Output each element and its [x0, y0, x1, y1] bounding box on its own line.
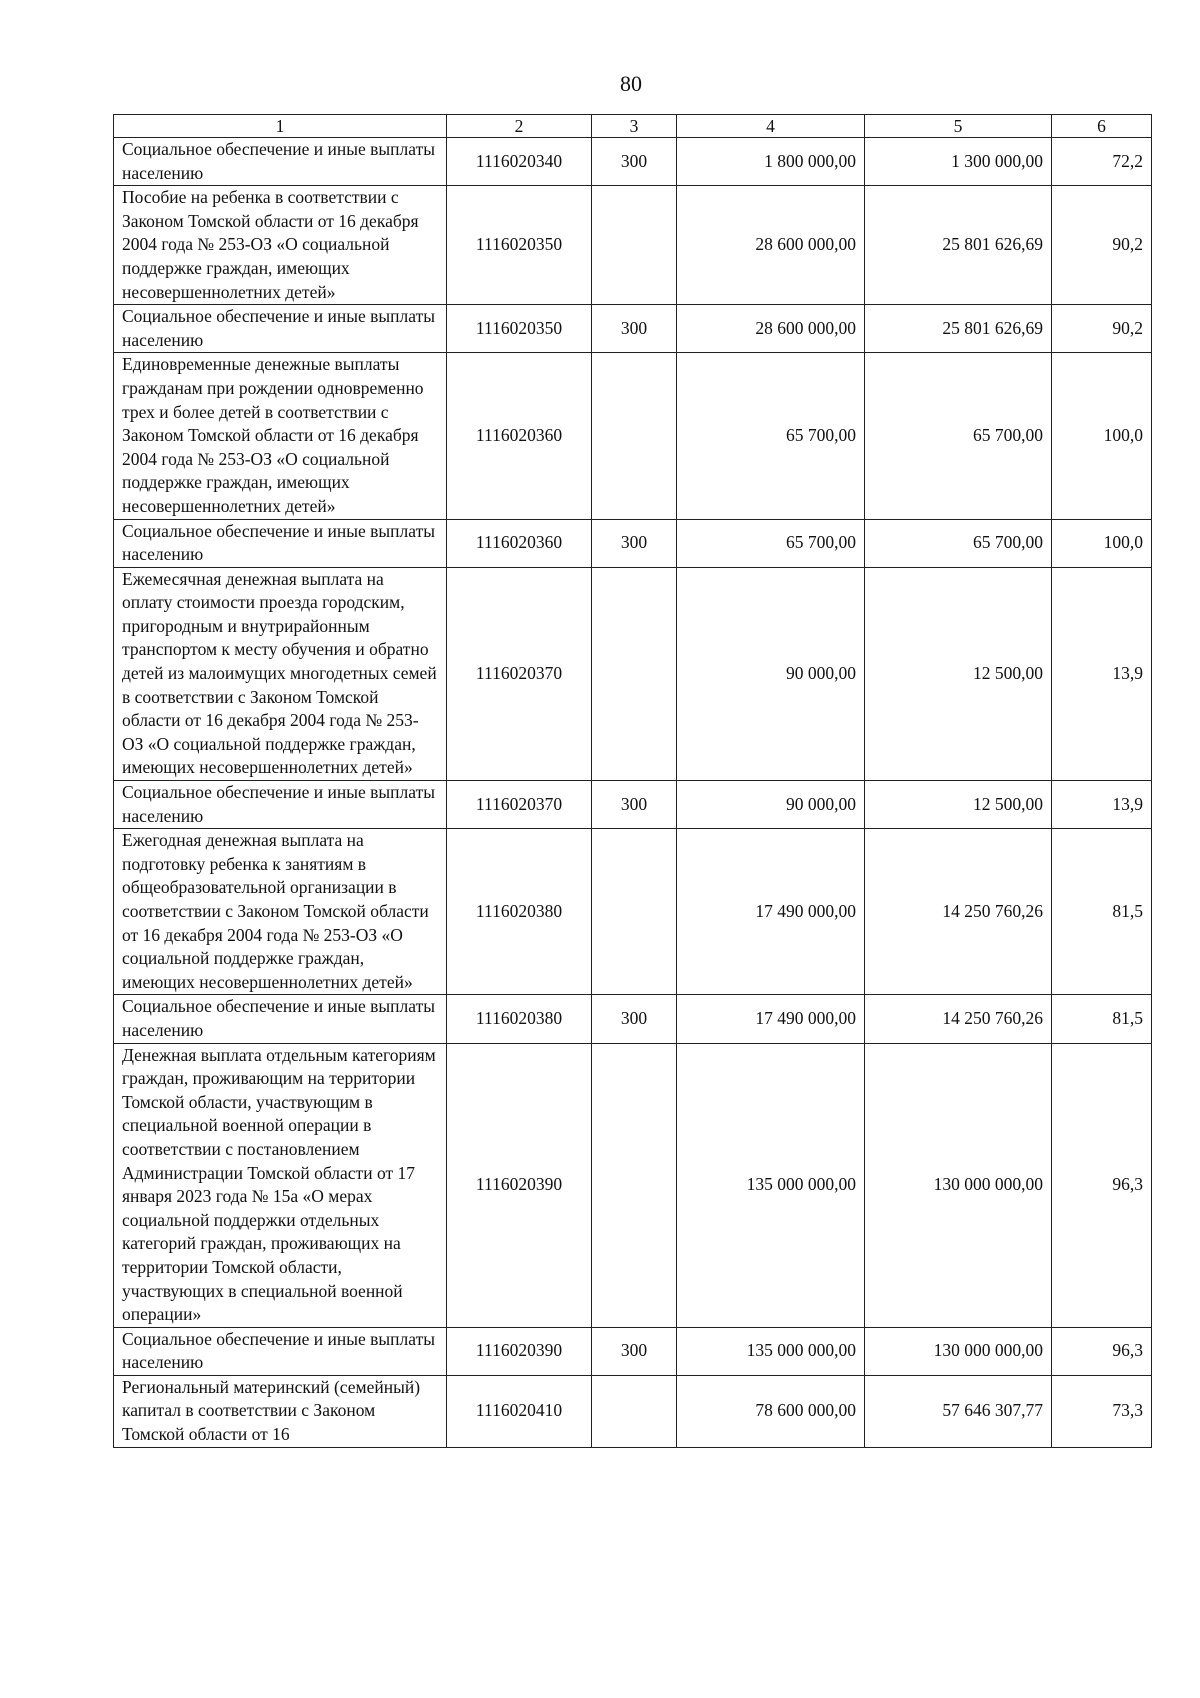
row-name-cell: Социальное обеспечение и иные выплаты населению — [114, 995, 447, 1043]
row-percent-cell: 73,3 — [1052, 1375, 1152, 1447]
row-name-cell: Ежемесячная денежная выплата на оплату стоимости проезда городским, пригородным и внутрирайонным транспортом к месту обучения и обратно детей из малоимущих многодетных семей в соответствии с Законом Томской области от 16 декабря 2004 года № 253-ОЗ «О социальной поддержке граждан, имеющих несовершеннолетних детей» — [114, 567, 447, 780]
row-name-cell: Социальное обеспечение и иные выплаты населению — [114, 519, 447, 567]
table-row — [114, 1043, 1152, 1327]
row-plan-cell: 17 490 000,00 — [677, 995, 865, 1043]
row-fact-cell: 25 801 626,69 — [865, 186, 1052, 305]
table-row — [114, 138, 1152, 186]
row-code-cell: 1116020380 — [447, 995, 592, 1043]
row-plan-cell: 17 490 000,00 — [677, 829, 865, 995]
row-code-cell: 1116020390 — [447, 1043, 592, 1327]
row-percent-cell: 72,2 — [1052, 138, 1152, 186]
column-header: 1 — [114, 115, 447, 138]
row-code-cell: 1116020350 — [447, 186, 592, 305]
row-type-cell: 300 — [592, 995, 677, 1043]
table-row — [114, 781, 1152, 829]
row-plan-cell: 28 600 000,00 — [677, 186, 865, 305]
table-row — [114, 305, 1152, 353]
row-type-cell: 300 — [592, 1327, 677, 1375]
row-percent-cell: 81,5 — [1052, 829, 1152, 995]
row-plan-cell: 28 600 000,00 — [677, 305, 865, 353]
column-header: 6 — [1052, 115, 1152, 138]
row-type-cell: 300 — [592, 781, 677, 829]
row-type-cell — [592, 353, 677, 519]
row-code-cell: 1116020390 — [447, 1327, 592, 1375]
row-type-cell: 300 — [592, 305, 677, 353]
row-plan-cell: 78 600 000,00 — [677, 1375, 865, 1447]
row-type-cell — [592, 1375, 677, 1447]
row-name-cell: Социальное обеспечение и иные выплаты населению — [114, 138, 447, 186]
row-name-cell: Региональный материнский (семейный) капитал в соответствии с Законом Томской области от 16 — [114, 1375, 447, 1447]
row-fact-cell: 14 250 760,26 — [865, 995, 1052, 1043]
row-type-cell — [592, 186, 677, 305]
row-plan-cell: 135 000 000,00 — [677, 1043, 865, 1327]
row-type-cell — [592, 1043, 677, 1327]
row-plan-cell: 90 000,00 — [677, 567, 865, 780]
table-row — [114, 995, 1152, 1043]
row-type-cell: 300 — [592, 138, 677, 186]
row-code-cell: 1116020370 — [447, 567, 592, 780]
budget-table — [113, 114, 1152, 1448]
row-percent-cell: 90,2 — [1052, 305, 1152, 353]
row-plan-cell: 65 700,00 — [677, 519, 865, 567]
row-code-cell: 1116020350 — [447, 305, 592, 353]
row-percent-cell: 100,0 — [1052, 353, 1152, 519]
row-fact-cell: 130 000 000,00 — [865, 1327, 1052, 1375]
row-percent-cell: 90,2 — [1052, 186, 1152, 305]
row-fact-cell: 1 300 000,00 — [865, 138, 1052, 186]
row-fact-cell: 12 500,00 — [865, 567, 1052, 780]
row-plan-cell: 1 800 000,00 — [677, 138, 865, 186]
row-code-cell: 1116020360 — [447, 353, 592, 519]
row-fact-cell: 57 646 307,77 — [865, 1375, 1052, 1447]
row-fact-cell: 12 500,00 — [865, 781, 1052, 829]
row-type-cell — [592, 829, 677, 995]
table-row — [114, 519, 1152, 567]
row-percent-cell: 96,3 — [1052, 1327, 1152, 1375]
table-row — [114, 567, 1152, 780]
row-fact-cell: 65 700,00 — [865, 519, 1052, 567]
row-percent-cell: 13,9 — [1052, 567, 1152, 780]
table-row — [114, 1375, 1152, 1447]
row-name-cell: Единовременные денежные выплаты гражданам при рождении одновременно трех и более детей в соответствии с Законом Томской области от 16 декабря 2004 года № 253-ОЗ «О социальной поддержке граждан, имеющих несовершеннолетних детей» — [114, 353, 447, 519]
row-type-cell: 300 — [592, 519, 677, 567]
row-code-cell: 1116020380 — [447, 829, 592, 995]
row-percent-cell: 13,9 — [1052, 781, 1152, 829]
row-fact-cell: 130 000 000,00 — [865, 1043, 1052, 1327]
row-code-cell: 1116020410 — [447, 1375, 592, 1447]
row-name-cell: Социальное обеспечение и иные выплаты населению — [114, 781, 447, 829]
row-name-cell: Денежная выплата отдельным категориям граждан, проживающим на территории Томской области, участвующим в специальной военной операции в соответствии с постановлением Администрации Томской области от 17 января 2023 года № 15а «О мерах социальной поддержки отдельных категорий граждан, проживающих на территории Томской области, участвующих в специальной военной операции» — [114, 1043, 447, 1327]
table-row — [114, 829, 1152, 995]
table-header-row — [114, 115, 1152, 138]
table-row — [114, 186, 1152, 305]
row-plan-cell: 65 700,00 — [677, 353, 865, 519]
row-plan-cell: 90 000,00 — [677, 781, 865, 829]
row-name-cell: Ежегодная денежная выплата на подготовку ребенка к занятиям в общеобразовательной организации в соответствии с Законом Томской области от 16 декабря 2004 года № 253-ОЗ «О социальной поддержке граждан, имеющих несовершеннолетних детей» — [114, 829, 447, 995]
row-code-cell: 1116020340 — [447, 138, 592, 186]
row-name-cell: Социальное обеспечение и иные выплаты населению — [114, 305, 447, 353]
row-plan-cell: 135 000 000,00 — [677, 1327, 865, 1375]
row-code-cell: 1116020370 — [447, 781, 592, 829]
row-fact-cell: 25 801 626,69 — [865, 305, 1052, 353]
row-type-cell — [592, 567, 677, 780]
column-header: 3 — [592, 115, 677, 138]
row-percent-cell: 81,5 — [1052, 995, 1152, 1043]
row-fact-cell: 65 700,00 — [865, 353, 1052, 519]
column-header: 4 — [677, 115, 865, 138]
row-fact-cell: 14 250 760,26 — [865, 829, 1052, 995]
column-header: 2 — [447, 115, 592, 138]
row-percent-cell: 100,0 — [1052, 519, 1152, 567]
table-row — [114, 1327, 1152, 1375]
row-code-cell: 1116020360 — [447, 519, 592, 567]
row-percent-cell: 96,3 — [1052, 1043, 1152, 1327]
row-name-cell: Пособие на ребенка в соответствии с Законом Томской области от 16 декабря 2004 года № 253-ОЗ «О социальной поддержке граждан, имеющих несовершеннолетних детей» — [114, 186, 447, 305]
row-name-cell: Социальное обеспечение и иные выплаты населению — [114, 1327, 447, 1375]
table-row — [114, 353, 1152, 519]
page-number: 80 — [620, 71, 642, 96]
column-header: 5 — [865, 115, 1052, 138]
